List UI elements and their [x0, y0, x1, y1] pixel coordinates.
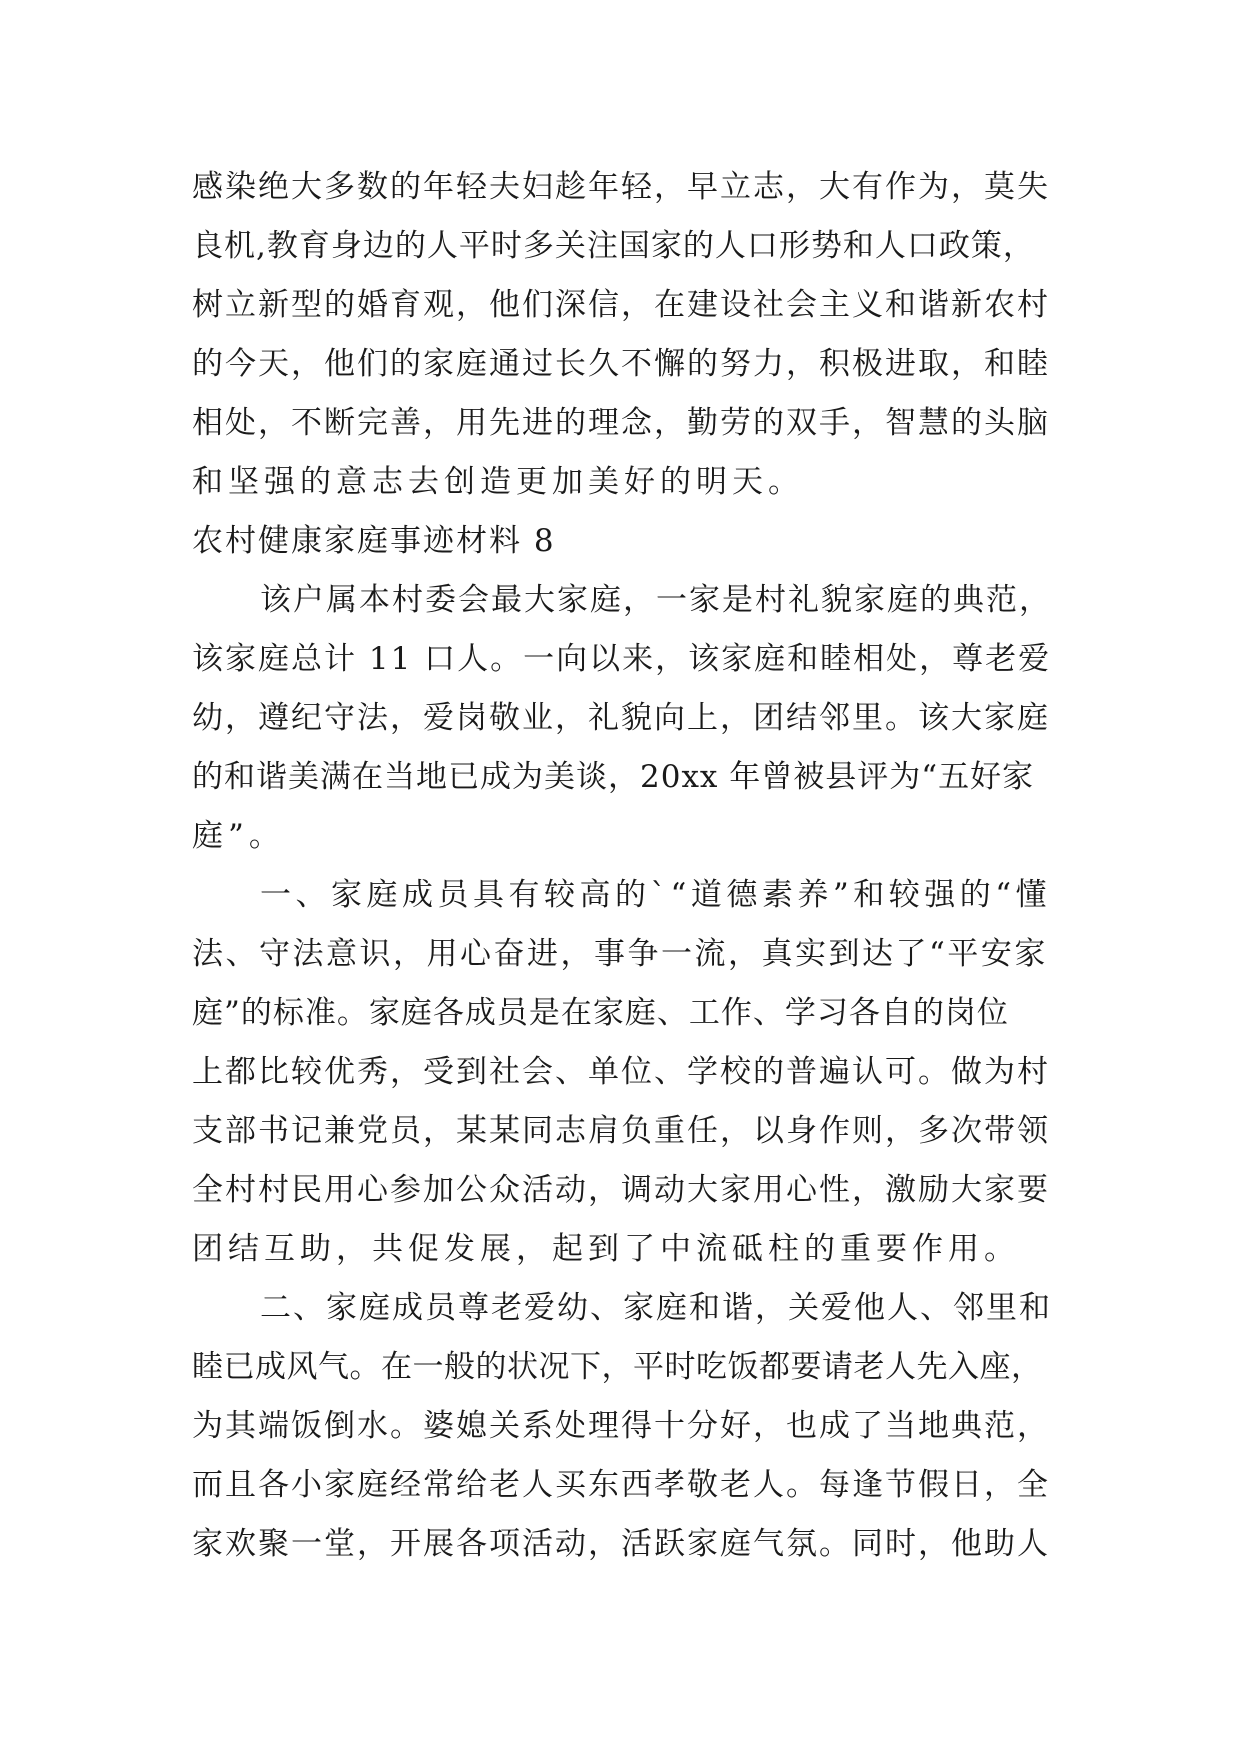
text-line: 一、家庭成员具有较高的`“道德素养”和较强的“懂	[260, 877, 1052, 913]
text-line: 树立新型的婚育观，他们深信，在建设社会主义和谐新农村	[192, 287, 1050, 323]
text-line: 该户属本村委会最大家庭，一家是村礼貌家庭的典范，	[260, 582, 1052, 618]
text-line: 庭”的标准。家庭各成员是在家庭、工作、学习各自的岗位	[192, 995, 1009, 1031]
text-line: 和坚强的意志去创造更加美好的明天。	[192, 464, 804, 500]
text-line: 庭”。	[192, 818, 285, 854]
text-line: 该家庭总计 11 口人。一向以来，该家庭和睦相处，尊老爱	[192, 641, 1052, 677]
section-heading: 农村健康家庭事迹材料 8	[192, 523, 556, 559]
text-line: 家欢聚一堂，开展各项活动，活跃家庭气氛。同时，他助人	[192, 1526, 1050, 1562]
text-line: 全村村民用心参加公众活动，调动大家用心性，激励大家要	[192, 1172, 1050, 1208]
text-line: 而且各小家庭经常给老人买东西孝敬老人。每逢节假日，全	[192, 1467, 1050, 1503]
text-line: 二、家庭成员尊老爱幼、家庭和谐，关爱他人、邻里和	[260, 1290, 1052, 1326]
text-line: 为其端饭倒水。婆媳关系处理得十分好，也成了当地典范，	[192, 1408, 1050, 1444]
text-line: 上都比较优秀，受到社会、单位、学校的普遍认可。做为村	[192, 1054, 1050, 1090]
text-line: 良机,教育身边的人平时多关注国家的人口形势和人口政策，	[192, 228, 1035, 264]
text-line: 感染绝大多数的年轻夫妇趁年轻，早立志，大有作为，莫失	[192, 169, 1050, 205]
text-line: 的和谐美满在当地已成为美谈，20xx 年曾被县评为“五好家	[192, 759, 1035, 795]
text-line: 幼，遵纪守法，爱岗敬业，礼貌向上，团结邻里。该大家庭	[192, 700, 1050, 736]
text-line: 相处，不断完善，用先进的理念，勤劳的双手，智慧的头脑	[192, 405, 1050, 441]
text-line: 的今天，他们的家庭通过长久不懈的努力，积极进取，和睦	[192, 346, 1050, 382]
text-line: 支部书记兼党员，某某同志肩负重任，以身作则，多次带领	[192, 1113, 1050, 1149]
text-line: 团结互助，共促发展，起到了中流砥柱的重要作用。	[192, 1231, 1020, 1267]
document-body	[192, 158, 1052, 1574]
text-line: 法、守法意识，用心奋进，事争一流，真实到达了“平安家	[192, 936, 1048, 972]
text-line: 睦已成风气。在一般的状况下，平时吃饭都要请老人先入座，	[192, 1349, 1043, 1385]
